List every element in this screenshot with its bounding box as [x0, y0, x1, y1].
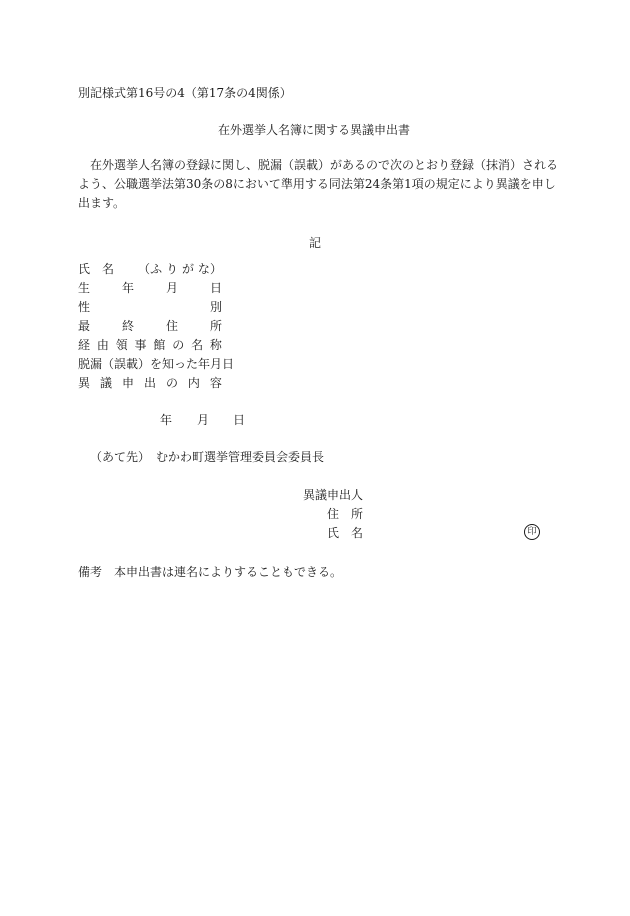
field-label-objection-content: 異 議 申 出 の 内 容 — [78, 376, 222, 390]
addressee: （あて先） むかわ町選挙管理委員会委員長 — [90, 450, 325, 464]
applicant-address-label: 住 所 — [327, 507, 364, 521]
seal-mark: 印 — [524, 524, 540, 540]
applicant-heading: 異議申出人 — [303, 488, 364, 502]
applicant-name-label: 氏 名 — [327, 526, 364, 540]
field-label-name: 氏 名 （ふ り が な） — [78, 262, 222, 276]
field-label-discovery-date: 脱漏（誤載）を知った年月日 — [78, 357, 235, 371]
ki-heading: 記 — [309, 236, 322, 250]
field-label-consulate: 経 由 領 事 館 の 名 称 — [78, 338, 222, 352]
body-paragraph: 在外選挙人名簿の登録に関し、脱漏（誤載）があるので次のとおり登録（抹消）されるよう、公職選挙法第30条の8において準用する同法第24条第1項の規定により異議を申し出ます。 — [78, 158, 559, 210]
form-number: 別記様式第16号の4（第17条の4関係） — [78, 86, 292, 100]
date-year-label: 年 — [160, 413, 173, 427]
document-title: 在外選挙人名簿に関する異議申出書 — [218, 123, 411, 137]
date-month-label: 月 — [197, 413, 210, 427]
field-label-birthdate: 生 年 月 日 — [78, 281, 222, 295]
field-label-last-address: 最 終 住 所 — [78, 319, 222, 333]
field-label-sex: 性 別 — [78, 300, 222, 314]
date-day-label: 日 — [233, 413, 246, 427]
remarks: 備考 本申出書は連名によりすることもできる。 — [78, 565, 343, 579]
